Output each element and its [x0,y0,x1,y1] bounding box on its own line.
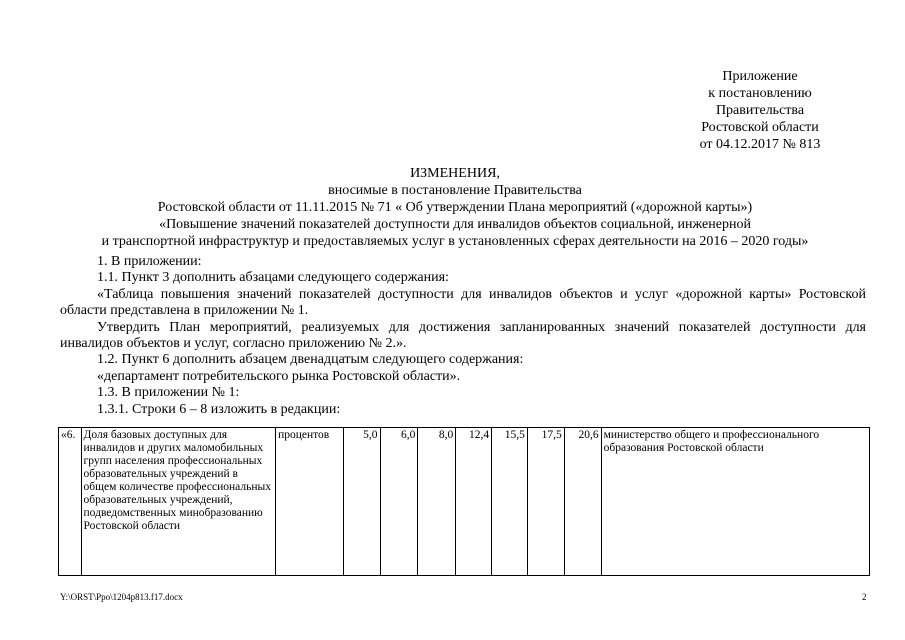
paragraph: Утвердить План мероприятий, реализуемых для достижения запланированных значений показателей доступности для инвалидов объектов и услуг, согласно приложению № 2.». [60,319,866,352]
paragraph: 1.3. В приложении № 1: [97,385,240,401]
value-cell: 15,5 [492,428,528,576]
page-number: 2 [862,592,867,602]
appendix-line: Правительства [715,103,805,118]
heading-line: и транспортной инфраструктур и предоставляемых услуг в установленных сферах деятельности на 2016 – 2020 годы» [101,234,809,249]
heading-title: ИЗМЕНЕНИЯ, [410,166,500,181]
value-cell: 12,4 [456,428,492,576]
value-cell: 17,5 [527,428,564,576]
paragraph: 1.2. Пункт 6 дополнить абзацем двенадцатым следующего содержания: [97,352,524,368]
document-body [60,254,866,418]
heading-line: Ростовской области от 11.11.2015 № 71 « Об утверждении Плана мероприятий («дорожной карты») [157,200,753,215]
paragraph: 1.3.1. Строки 6 – 8 изложить в редакции: [97,401,341,417]
appendix-line: Приложение [722,69,798,84]
appendix-note [660,68,860,153]
heading-line: «Повышение значений показателей доступности для инвалидов объектов социальной, инженерной [159,217,751,232]
appendix-line: к постановлению [708,86,812,101]
amendment-table [58,427,870,576]
appendix-line: Ростовской области [701,120,819,135]
indicator-cell: Доля базовых доступных для инвалидов и других маломобильных групп населения профессиональных образовательных учреждений в общем количестве профессиональных образовательных учреждений, подведомственных минобразованию Ростовской области [81,428,276,576]
table-row [59,428,870,576]
value-cell: 6,0 [380,428,418,576]
unit-cell: процентов [276,428,344,576]
value-cell: 5,0 [343,428,380,576]
paragraph: 1. В приложении: [97,254,202,269]
paragraph: «департамент потребительского рынка Ростовской области». [97,368,461,384]
row-number: «6. [59,428,82,576]
responsible-cell: министерство общего и профессионального образования Ростовской области [601,428,869,576]
appendix-line: от 04.12.2017 № 813 [699,137,821,152]
value-cell: 8,0 [418,428,456,576]
document-heading [60,165,850,250]
paragraph: 1.1. Пункт 3 дополнить абзацами следующего содержания: [97,270,449,286]
paragraph: «Таблица повышения значений показателей доступности для инвалидов объектов и услуг «дорожной карты» Ростовской области представлена в приложении № 1. [60,286,866,319]
file-path: Y:\ORST\Ppo\1204p813.f17.docx [60,592,183,602]
heading-line: вносимые в постановление Правительства [328,183,582,198]
value-cell: 20,6 [564,428,601,576]
